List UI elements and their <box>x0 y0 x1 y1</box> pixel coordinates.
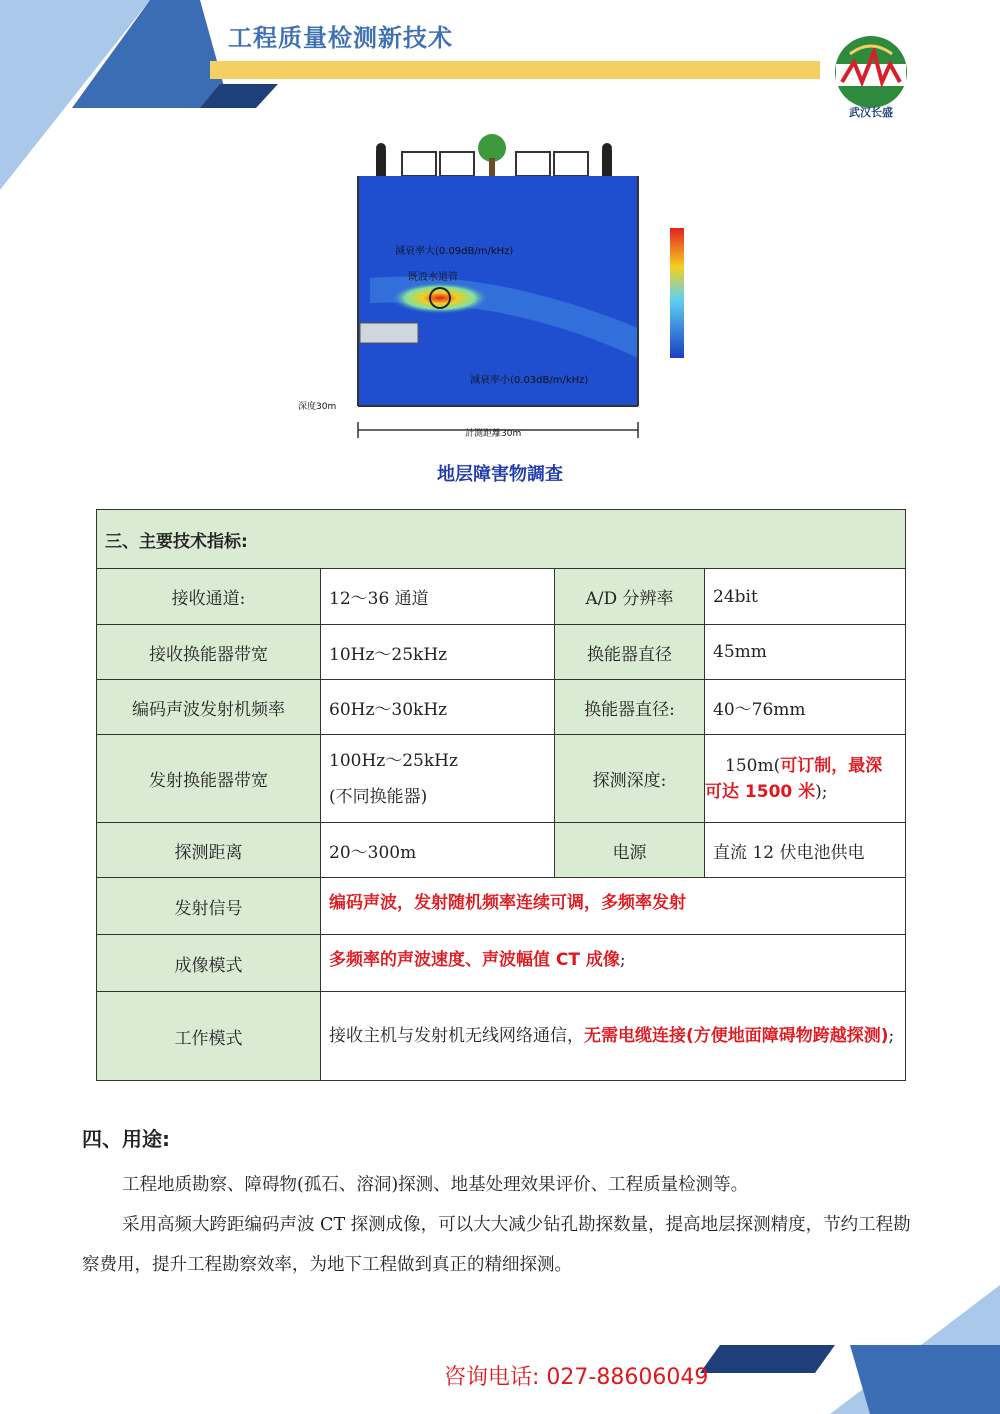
spec-label: 发射信号 <box>97 878 321 935</box>
spec-label: 接收通道: <box>97 569 321 625</box>
spec-value-line: 100Hz～25kHz <box>329 750 458 771</box>
spec-value <box>705 735 906 823</box>
table-row <box>97 878 906 935</box>
spec-label: 接收换能器带宽 <box>97 625 321 680</box>
spec-label: 探测深度: <box>555 735 705 823</box>
header-title: 工程质量检测新技术 <box>228 24 453 52</box>
spec-value-line: (不同换能器) <box>329 786 428 807</box>
table-row <box>97 735 906 823</box>
logo-text: 武汉长盛 <box>849 106 893 119</box>
spec-label: 编码声波发射机频率 <box>97 680 321 735</box>
spec-value <box>321 935 906 992</box>
spec-value <box>321 735 555 823</box>
spec-value <box>321 992 906 1081</box>
label-attenuation-high: 減衰率大(0.09dB/m/kHz) <box>395 246 514 257</box>
spec-label: 成像模式 <box>97 935 321 992</box>
label-attenuation-low: 減衰率小(0.03dB/m/kHz) <box>470 375 589 386</box>
table-row <box>97 680 906 735</box>
usage-paragraph-2: 采用高频大跨距编码声波 CT 探测成像，可以大大减少钻孔勘探数量，提高地层探测精度，节约工程勘察费用，提升工程勘察效率，为地下工程做到真正的精细探测。 <box>82 1215 911 1275</box>
table-row <box>97 625 906 680</box>
depth-prefix: 150m( <box>725 755 781 776</box>
table-row <box>97 569 906 625</box>
usage-section-title: 四、用途: <box>82 1127 170 1151</box>
spec-label: 电源 <box>555 823 705 878</box>
spec-value: 24bit <box>705 569 906 625</box>
spec-value: 直流 12 伏电池供电 <box>705 823 906 878</box>
spec-section-title: 三、主要技术指标: <box>97 510 906 569</box>
spec-label: 换能器直径 <box>555 625 705 680</box>
workmode-prefix: 接收主机与发射机无线网络通信， <box>329 1026 584 1046</box>
spec-value: 40～76mm <box>705 680 906 735</box>
spec-label: 换能器直径: <box>555 680 705 735</box>
spec-label: A/D 分辨率 <box>555 569 705 625</box>
table-row <box>97 992 906 1081</box>
spec-label: 工作模式 <box>97 992 321 1081</box>
workmode-highlight: 无需电缆连接(方便地面障碍物跨越探测) <box>584 1026 889 1046</box>
spec-section-header <box>97 510 906 569</box>
depth-suffix: ); <box>815 781 828 802</box>
depth-highlight: 可订制，最深可达 1500 米 <box>705 755 883 802</box>
label-depth: 深度30m <box>298 402 337 412</box>
header-accent-bar <box>210 61 820 79</box>
usage-paragraph-1: 工程地质勘察、障碍物(孤石、溶洞)探测、地基处理效果评价、工程质量检测等。 <box>122 1175 749 1195</box>
label-buried-pipe: 既設水道管 <box>408 272 458 283</box>
spec-value: 60Hz～30kHz <box>321 680 555 735</box>
spec-value: 10Hz～25kHz <box>321 625 555 680</box>
spec-value: 45mm <box>705 625 906 680</box>
label-distance: 計測距離30m <box>465 429 522 439</box>
corner-decoration-bottom-right <box>700 1285 1000 1414</box>
imaging-highlight: 多频率的声波速度、声波幅值 CT 成像 <box>329 950 620 970</box>
spec-table <box>96 509 906 1081</box>
signal-highlight: 编码声波，发射随机频率连续可调，多频率发射 <box>329 893 686 913</box>
spec-value <box>321 878 906 935</box>
table-row <box>97 823 906 878</box>
contact-phone: 咨询电话: 027-88606049 <box>444 1365 709 1390</box>
figure-caption: 地层障害物調查 <box>437 464 563 485</box>
spec-label: 探测距离 <box>97 823 321 878</box>
spec-label: 发射换能器带宽 <box>97 735 321 823</box>
spec-value: 20～300m <box>321 823 555 878</box>
workmode-suffix: ; <box>888 1026 895 1046</box>
table-row <box>97 935 906 992</box>
ct-imaging-figure <box>290 128 710 448</box>
imaging-suffix: ; <box>619 950 626 970</box>
spec-value: 12～36 通道 <box>321 569 555 625</box>
